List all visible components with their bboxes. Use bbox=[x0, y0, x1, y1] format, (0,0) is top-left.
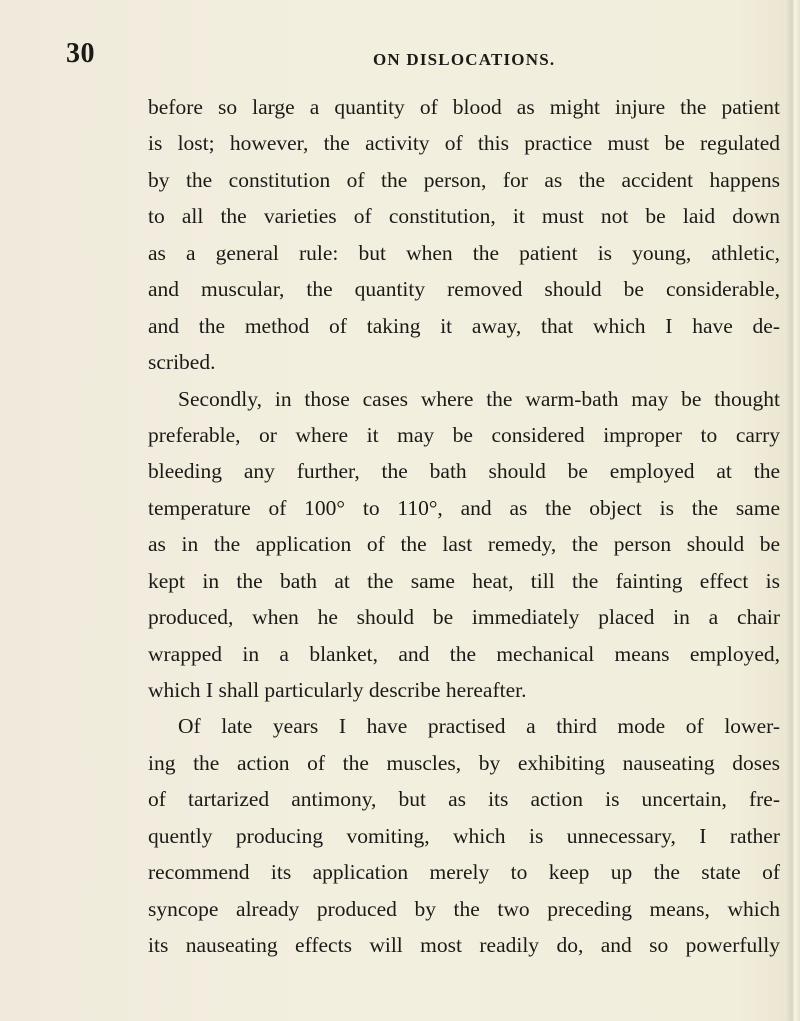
running-title: ON DISLOCATIONS. bbox=[373, 50, 556, 69]
body-text bbox=[148, 89, 780, 964]
text-line: Secondly, in those cases where the warm-bath may be thought bbox=[178, 386, 780, 411]
text-line: of tartarized antimony, but as its action is uncertain, fre- bbox=[148, 787, 780, 812]
text-line: bleeding any further, the bath should be employed at the bbox=[148, 459, 780, 484]
text-line: as a general rule: but when the patient is young, athletic, bbox=[148, 240, 780, 265]
text-line: produced, when he should be immediately placed in a chair bbox=[148, 605, 780, 630]
page-number: 30 bbox=[66, 38, 95, 69]
text-line: which I shall particularly describe hereafter. bbox=[148, 678, 527, 702]
text-line: Of late years I have practised a third mode of lower- bbox=[178, 714, 780, 739]
text-line: wrapped in a blanket, and the mechanical means employed, bbox=[148, 641, 780, 666]
text-line: is lost; however, the activity of this practice must be regulated bbox=[148, 131, 780, 156]
text-line: by the constitution of the person, for as the accident happens bbox=[148, 167, 780, 192]
text-line: temperature of 100° to 110°, and as the object is the same bbox=[148, 495, 780, 520]
text-line: and muscular, the quantity removed should be considerable, bbox=[148, 277, 780, 302]
text-line: its nauseating effects will most readily do, and so powerfully bbox=[148, 933, 780, 958]
text-line: kept in the bath at the same heat, till the fainting effect is bbox=[148, 568, 780, 593]
text-line: as in the application of the last remedy, the person should be bbox=[148, 532, 780, 557]
text-line: before so large a quantity of blood as might injure the patient bbox=[148, 95, 780, 119]
text-line: and the method of taking it away, that which I have de- bbox=[148, 313, 780, 338]
text-line: to all the varieties of constitution, it must not be laid down bbox=[148, 204, 780, 229]
text-line: quently producing vomiting, which is unnecessary, I rather bbox=[148, 823, 780, 848]
running-head bbox=[0, 38, 800, 78]
text-line: scribed. bbox=[148, 350, 216, 375]
text-line: recommend its application merely to keep up the state of bbox=[148, 860, 780, 885]
text-line: ing the action of the muscles, by exhibiting nauseating doses bbox=[148, 750, 780, 775]
text-line: syncope already produced by the two preceding means, which bbox=[148, 896, 780, 921]
page-edge bbox=[786, 0, 800, 1021]
text-line: preferable, or where it may be considered improper to carry bbox=[148, 422, 780, 447]
